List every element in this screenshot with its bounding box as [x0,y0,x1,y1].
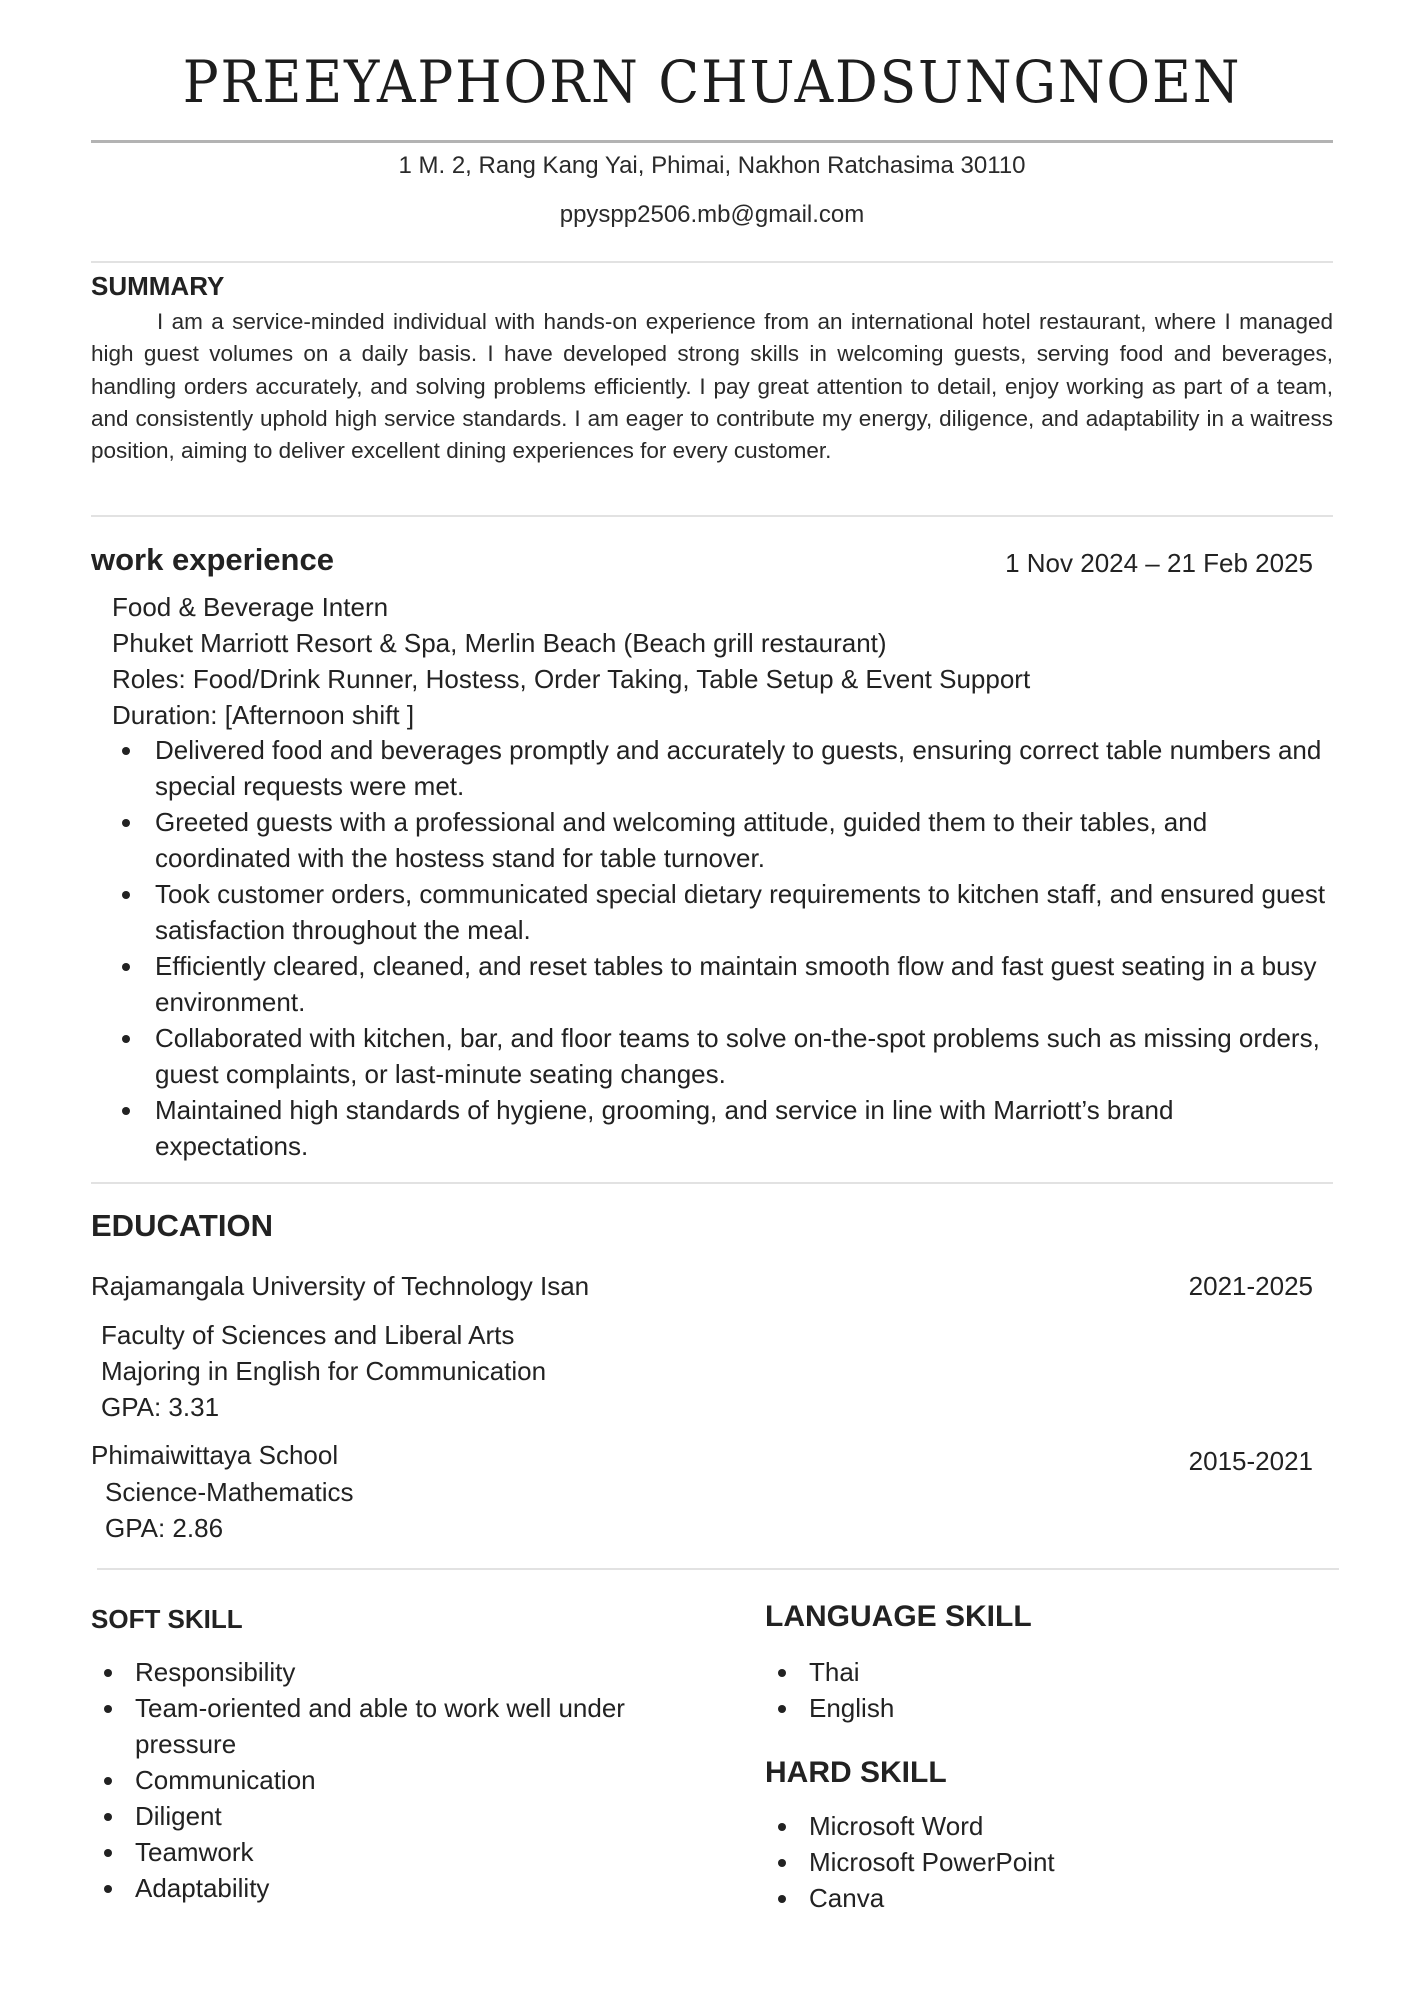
divider [97,1568,1339,1570]
list-item: Team-oriented and able to work well under pressure [91,1690,731,1762]
list-item: Maintained high standards of hygiene, grooming, and service in line with Marriott’s brand expectations. [91,1092,1331,1164]
hard-skill-list [765,1808,1325,1916]
list-item: Teamwork [91,1834,731,1870]
job-company: Phuket Marriott Resort & Spa, Merlin Beach (Beach grill restaurant) [112,628,887,658]
edu-detail: Majoring in English for Communication [101,1356,547,1386]
school-name: Rajamangala University of Technology Isan [91,1271,590,1301]
divider [91,261,1333,263]
divider [91,1182,1333,1184]
school-years: 2015-2021 [1188,1446,1313,1476]
edu-detail: GPA: 2.86 [105,1513,224,1543]
job-position: Food & Beverage Intern [112,592,389,622]
list-item: Canva [765,1880,1325,1916]
list-item: Microsoft PowerPoint [765,1844,1325,1880]
list-item: Thai [765,1654,1325,1690]
list-item: Took customer orders, communicated special dietary requirements to kitchen staff, and ensured guest satisfaction throughout the meal. [91,876,1331,948]
edu-detail: GPA: 3.31 [101,1392,220,1422]
list-item: Microsoft Word [765,1808,1325,1844]
list-item: English [765,1690,1325,1726]
list-item: Responsibility [91,1654,731,1690]
school-name: Phimaiwittaya School [91,1440,339,1470]
list-item: Collaborated with kitchen, bar, and floor teams to solve on-the-spot problems such as missing orders, guest complaints, or last-minute seating changes. [91,1020,1331,1092]
edu-detail: Science-Mathematics [105,1477,354,1507]
work-dates: 1 Nov 2024 – 21 Feb 2025 [1005,548,1313,578]
list-item: Communication [91,1762,731,1798]
job-duration: Duration: [Afternoon shift ] [112,700,415,730]
email: ppyspp2506.mb@gmail.com [559,201,865,228]
school-years: 2021-2025 [1188,1271,1313,1301]
language-skill-list [765,1654,1325,1726]
list-item: Diligent [91,1798,731,1834]
candidate-name: PREEYAPHORN CHUADSUNGNOEN [182,48,1242,116]
work-heading: work experience [91,542,334,577]
list-item: Efficiently cleared, cleaned, and reset tables to maintain smooth flow and fast guest seating in a busy environment. [91,948,1331,1020]
list-item: Delivered food and beverages promptly and accurately to guests, ensuring correct table numbers and special requests were met. [91,732,1331,804]
divider [91,515,1333,517]
list-item: Greeted guests with a professional and welcoming attitude, guided them to their tables, and coordinated with the hostess stand for table turnover. [91,804,1331,876]
edu-detail: Faculty of Sciences and Liberal Arts [101,1320,515,1350]
soft-skill-list [91,1654,731,1906]
header-divider [91,140,1333,143]
work-bullets [91,732,1331,1164]
address: 1 M. 2, Rang Kang Yai, Phimai, Nakhon Ratchasima 30110 [398,152,1026,179]
language-skill-heading: LANGUAGE SKILL [765,1600,1032,1633]
list-item: Adaptability [91,1870,731,1906]
education-heading: EDUCATION [91,1208,273,1243]
job-roles: Roles: Food/Drink Runner, Hostess, Order Taking, Table Setup & Event Support [112,664,1031,694]
summary-heading: SUMMARY [91,271,225,301]
soft-skill-heading: SOFT SKILL [91,1604,243,1634]
summary-text: I am a service-minded individual with hands-on experience from an international hotel restaurant, where I managed high guest volumes on a daily basis. I have developed strong skills in welcoming guests, serving food and beverages, handling orders accurately, and solving problems efficiently. I pay great attention to detail, enjoy working as part of a team, and consistently uphold high service standards. I am eager to contribute my energy, diligence, and adaptability in a waitress position, aiming to deliver excellent dining experiences for every customer. [91,309,1333,464]
hard-skill-heading: HARD SKILL [765,1756,947,1789]
